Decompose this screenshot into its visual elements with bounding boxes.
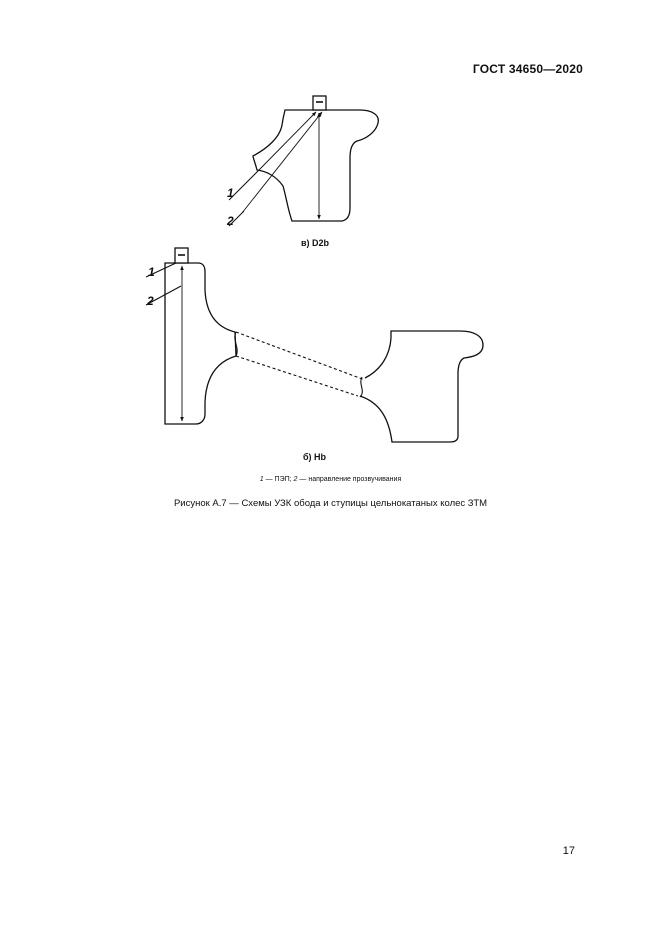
figure-a-label-1: 1 bbox=[227, 186, 234, 200]
figure-title: Рисунок А.7 — Схемы УЗК обода и ступицы цельнокатаных колес ЗТМ bbox=[173, 498, 488, 509]
figure-b-caption: б) Hb bbox=[303, 452, 327, 462]
figure-b-hub-outline bbox=[165, 263, 236, 424]
figure-b-drawing bbox=[146, 248, 483, 442]
document-header: ГОСТ 34650—2020 bbox=[472, 62, 583, 76]
figure-b-label-1: 1 bbox=[148, 265, 155, 279]
figure-a-caption: в) D2b bbox=[301, 238, 330, 248]
legend-text-2: — направление прозвучивания bbox=[297, 476, 402, 483]
figure-b-rim-outline bbox=[360, 331, 483, 442]
figure-a-label-2: 2 bbox=[227, 214, 234, 228]
figure-b-web-lower bbox=[236, 356, 358, 396]
figure-b-web-upper bbox=[236, 332, 365, 380]
legend-number-1: 1 bbox=[259, 476, 264, 483]
figure-a-transducer bbox=[313, 96, 326, 110]
figure-a-section-outline bbox=[253, 110, 378, 221]
legend-text-1: — ПЭП; bbox=[263, 476, 294, 483]
legend-number-2: 2 bbox=[293, 476, 298, 483]
figure-b-label-2: 2 bbox=[147, 294, 154, 308]
page-number: 17 bbox=[562, 845, 575, 857]
figure-a-drawing bbox=[229, 96, 378, 226]
figure-a-beam-inclined-1 bbox=[258, 112, 316, 171]
figure-legend bbox=[0, 476, 661, 483]
